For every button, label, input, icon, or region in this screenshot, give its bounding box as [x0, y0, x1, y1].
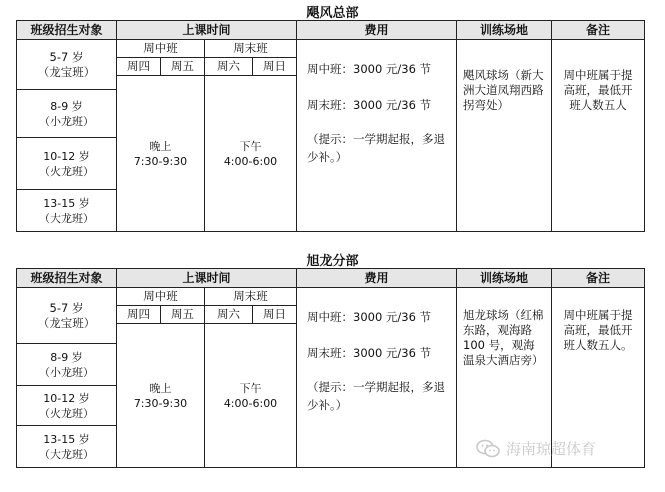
group-cell [17, 288, 117, 344]
weekend-class-label: 周末班 [205, 40, 297, 58]
note-text: 周中班属于提高班，最低开班人数五人。 [563, 308, 633, 352]
weekday-time-range: 7:30-9:30 [133, 396, 188, 410]
group-cell [17, 344, 117, 386]
group-name: （大龙班） [39, 447, 94, 461]
venue-cell [457, 40, 552, 232]
watermark [476, 438, 596, 459]
day-thu: 周四 [117, 306, 161, 324]
weekend-time-cell [205, 76, 297, 232]
header-target: 班级招生对象 [17, 269, 117, 288]
group-name: （小龙班） [39, 114, 94, 128]
header-note: 备注 [552, 269, 645, 288]
day-sat: 周六 [205, 306, 253, 324]
fee-weekday: 周中班：3000 元/36 节 [307, 310, 432, 324]
weekend-time-cell [205, 324, 297, 468]
fee-cell [297, 288, 457, 468]
fee-tip: （提示：一学期起报，多退少补。） [307, 380, 446, 412]
group-age: 5-7 岁 [49, 49, 84, 64]
venue-text: 飓风球场（新大洲大道凤翔西路拐弯处） [463, 68, 544, 112]
weekday-time-label: 晚上 [149, 139, 172, 153]
header-note: 备注 [552, 21, 645, 40]
group-age: 8-9 岁 [50, 99, 83, 113]
group-name: （龙宝班） [37, 315, 96, 330]
group-age: 10-12 岁 [43, 391, 90, 405]
group-age: 13-15 岁 [43, 432, 90, 446]
section-title-xulong: 旭龙分部 [306, 254, 359, 269]
watermark-text: 海南琼超体育 [506, 440, 597, 458]
weekday-time-range: 7:30-9:30 [133, 154, 188, 168]
wechat-icon [476, 439, 500, 459]
fee-weekend: 周末班：3000 元/36 节 [307, 346, 432, 360]
schedule-table-jufeng [16, 20, 645, 232]
group-name: （大龙班） [39, 211, 94, 225]
day-sun: 周日 [253, 58, 297, 76]
weekday-class-label: 周中班 [117, 288, 205, 306]
header-time: 上课时间 [117, 269, 297, 288]
day-fri: 周五 [161, 58, 205, 76]
day-sat: 周六 [205, 58, 253, 76]
day-fri: 周五 [161, 306, 205, 324]
fee-tip: （提示：一学期起报，多退少补。） [307, 132, 446, 164]
weekend-time-label: 下午 [239, 381, 262, 395]
group-age: 5-7 岁 [49, 300, 84, 315]
note-cell [552, 40, 645, 232]
day-thu: 周四 [117, 58, 161, 76]
weekday-class-label: 周中班 [117, 40, 205, 58]
fee-weekend: 周末班：3000 元/36 节 [307, 98, 432, 112]
group-cell [17, 40, 117, 90]
weekday-time-cell [117, 324, 205, 468]
weekday-time-cell [117, 76, 205, 232]
section-title-jufeng: 飓风总部 [306, 6, 359, 21]
header-venue: 训练场地 [457, 269, 552, 288]
group-cell [17, 190, 117, 232]
weekend-class-label: 周末班 [205, 288, 297, 306]
group-cell [17, 386, 117, 426]
group-age: 13-15 岁 [43, 196, 90, 210]
group-name: （龙宝班） [37, 64, 96, 79]
group-age: 10-12 岁 [43, 149, 90, 163]
group-cell [17, 90, 117, 138]
weekend-time-range: 4:00-6:00 [223, 396, 278, 410]
group-age: 8-9 岁 [50, 350, 83, 364]
weekend-time-range: 4:00-6:00 [223, 154, 278, 168]
header-time: 上课时间 [117, 21, 297, 40]
group-name: （火龙班） [39, 406, 94, 420]
header-venue: 训练场地 [457, 21, 552, 40]
group-cell [17, 426, 117, 468]
fee-cell [297, 40, 457, 232]
group-name: （火龙班） [39, 164, 94, 178]
weekday-time-label: 晚上 [149, 381, 172, 395]
header-fee: 费用 [297, 269, 457, 288]
fee-weekday: 周中班：3000 元/36 节 [307, 62, 432, 76]
group-cell [17, 138, 117, 190]
header-target: 班级招生对象 [17, 21, 117, 40]
weekend-time-label: 下午 [239, 139, 262, 153]
header-fee: 费用 [297, 21, 457, 40]
venue-text: 旭龙球场（红棉东路，观海路 100 号，观海温泉大酒店旁） [463, 308, 544, 367]
day-sun: 周日 [253, 306, 297, 324]
group-name: （小龙班） [39, 365, 94, 379]
note-text: 周中班属于提高班，最低开班人数五人 [563, 68, 633, 112]
